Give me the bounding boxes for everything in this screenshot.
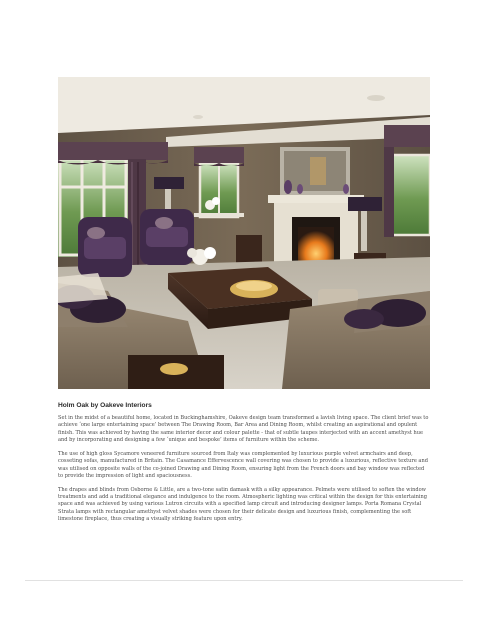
article-paragraph-3: The drapes and blinds from Osborne & Little, are a two-tone satin damask with a silky appearance. Pelmets were utilised to soften the window treatments and add a traditional elegance and indulgence to the room. Atmospheric lighting was critical within the design for this entertaining space and was achieved by using various Lutron circuits with a specified lamp circuit and introducing designer lamps. Porta Romana Crystal Strata lamps with rectangular amethyst velvet shades were chosen for their delicate design and luxurious finish, complementing the soft limestone fireplace, thus creating a visually striking feature upon entry. [58,486,427,523]
article-title: Holm Oak by Oakeve Interiors [58,402,152,409]
pelmet-left [58,142,168,160]
lamp-shade-right [348,197,382,211]
fire [298,227,334,265]
article-paragraph-1: Set in the midst of a beautiful home, located in Buckinghamshire, Oakeve design team transformed a lavish living space. The client brief was to achieve ‘one large entertaining space’ between The Drawing Room, Bar Area and Dining Room, whilst creating an aspirational and opulent finish. This was achieved by having the same interior decor and colour palette - that of subtle taupes interjected with an accent amethyst hue and by incorporating and designing a few ‘unique and bespoke’ items of furniture within the scheme. [58,415,429,444]
velvet-armchair-left [78,217,132,277]
lamp-shade-left [154,177,184,189]
living-room-photo [58,77,430,389]
article [58,401,430,530]
velvet-armchair-right [140,209,194,265]
pelmet-centre [194,147,244,163]
footer-divider [25,580,463,581]
article-paragraph-2: The use of high gloss Sycamore veneered furniture sourced from Italy was complemented by luxurious purple velvet armchairs and deep, cosseting sofas, manufactured in Britain. The Casamance Effervescence wall covering was chosen to provide a luxurious, reflective texture and was utilised on opposite walls of the co-joined Drawing and Dining Room, ensuring light from the French doors and bay window was reflected to provide the impression of light and spaciousness. [58,450,428,479]
right-window [392,155,430,235]
pelmet-right [384,125,430,147]
